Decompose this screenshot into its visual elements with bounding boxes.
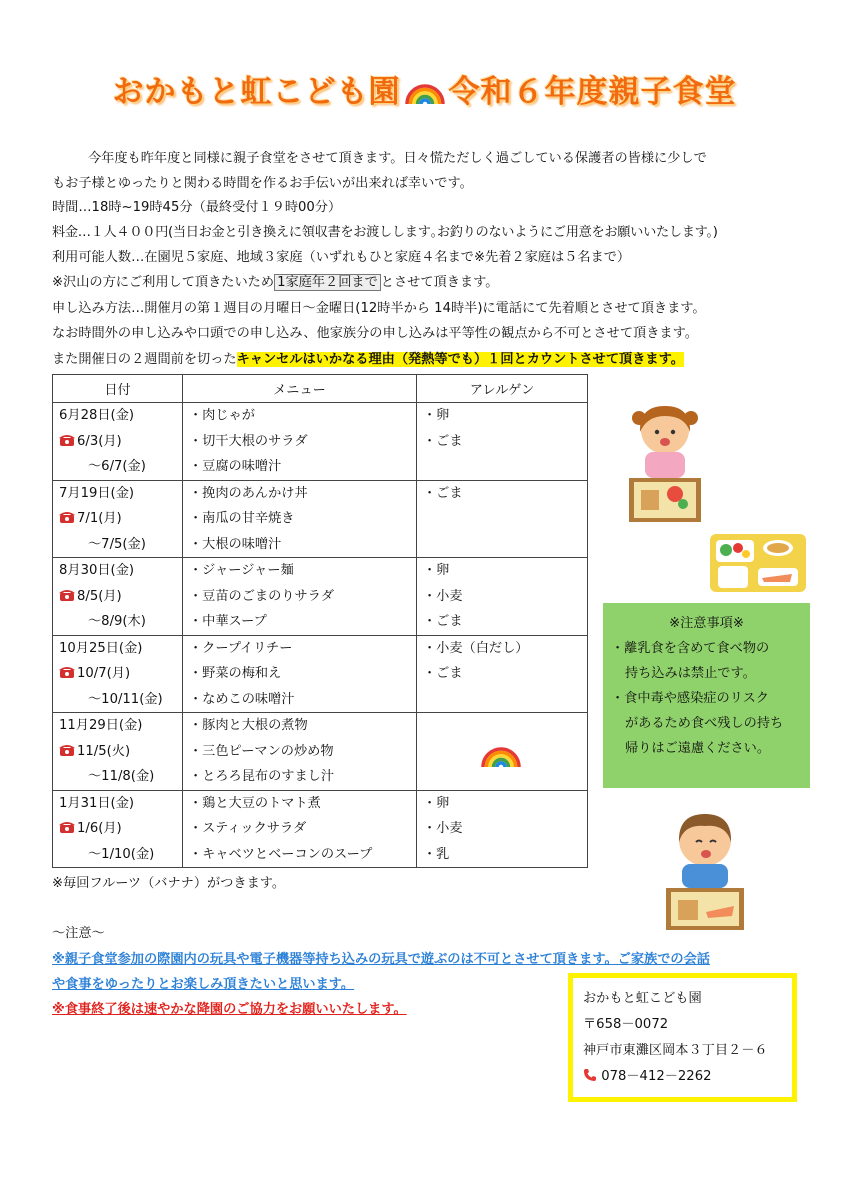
menu-cell <box>183 558 417 636</box>
cancel-highlight: キャンセルはいかなる理由（発熱等でも）１回とカウントさせて頂きます。 <box>236 352 684 367</box>
rainbow-icon <box>403 76 447 106</box>
lunch-tray-illustration <box>708 530 808 596</box>
limit-info <box>52 274 498 292</box>
intro-line-2: もお子様とゆったりと関わる時間を作るお手伝いが出来れば幸いです。 <box>52 176 473 191</box>
event-date: 8月30日(金) <box>59 563 135 578</box>
menu-cell <box>183 480 417 558</box>
caution-toys-line-1: ※親子食堂参加の際園内の玩具や電子機器等持ち込みの玩具で遊ぶのは不可とさせて頂きます。ご家族での会話 <box>52 952 710 967</box>
apply-from-text: 11/5(火) <box>77 743 131 759</box>
notes-line: ・食中毒や感染症のリスク <box>611 691 769 706</box>
time-info: 時間…18時~19時45分（最終受付１９時00分） <box>52 200 342 215</box>
allergen-cell <box>417 790 588 868</box>
contact-box <box>568 973 797 1102</box>
menu-item: ・なめこの味噌汁 <box>189 691 295 707</box>
menu-item: ・三色ピーマンの炒め物 <box>189 743 334 759</box>
menu-table <box>52 374 588 868</box>
notes-title: ※注意事項※ <box>669 616 744 631</box>
menu-item: ・キャベツとベーコンのスープ <box>189 846 373 862</box>
caution-leave-line: ※食事終了後は速やかな降園のご協力をお願いいたします。 <box>52 1002 407 1017</box>
menu-cell <box>183 403 417 481</box>
contact-postal: 〒658－0072 <box>583 1017 669 1032</box>
date-cell <box>53 713 183 791</box>
menu-item: ・挽肉のあんかけ丼 <box>189 485 308 501</box>
boy-eating-illustration <box>660 808 750 933</box>
notes-box <box>603 603 810 788</box>
allergen-cell <box>417 480 588 558</box>
allergen-item: ・卵 <box>423 563 450 578</box>
apply-to: ～11/8(金) <box>88 769 155 784</box>
menu-item: ・南瓜の甘辛焼き <box>189 511 295 526</box>
menu-item: ・豆苗のごまのりサラダ <box>189 588 334 604</box>
telephone-icon <box>59 666 75 678</box>
date-cell <box>53 480 183 558</box>
menu-item: ・豚肉と大根の煮物 <box>189 718 308 733</box>
date-cell <box>53 403 183 481</box>
apply-from-text: 6/3(月) <box>77 433 122 449</box>
menu-item: ・とろろ昆布のすまし汁 <box>189 769 335 784</box>
page-title <box>0 66 849 111</box>
telephone-icon <box>59 744 75 756</box>
event-date: 6月28日(金) <box>59 408 135 423</box>
menu-item: ・中華スープ <box>189 614 267 629</box>
allergen-item: ・ごま <box>423 485 463 501</box>
date-cell <box>53 558 183 636</box>
apply-from-text: 8/5(月) <box>77 588 122 604</box>
menu-item: ・肉じゃが <box>189 408 255 423</box>
header-menu: メニュー <box>183 375 417 403</box>
allergen-item: ・小麦 <box>423 588 463 604</box>
phone-icon <box>583 1068 597 1082</box>
cancel-prefix: また開催日の２週間前を切った <box>52 352 237 367</box>
apply-to: ～8/9(木) <box>88 614 146 629</box>
limit-boxed: 1家庭年２回まで <box>274 274 381 291</box>
allergen-item: ・卵 <box>423 408 450 423</box>
allergen-item: ・小麦（白だし） <box>423 640 529 656</box>
apply-from <box>53 584 182 610</box>
caution-toys-line-2: や食事をゆったりとお楽しみ頂きたいと思います。 <box>52 977 355 992</box>
allergen-item: ・小麦 <box>423 821 463 836</box>
table-row <box>53 635 588 713</box>
rainbow-icon <box>477 739 525 769</box>
apply-from <box>53 506 182 532</box>
allergen-item: ・ごま <box>423 666 463 681</box>
limit-prefix: ※沢山の方にご利用して頂きたいため <box>52 275 275 290</box>
apply-from-text: 7/1(月) <box>77 511 122 526</box>
apply-to: ～10/11(金) <box>88 691 163 707</box>
apply-from <box>53 429 182 455</box>
caution-heading: ～注意～ <box>52 926 105 941</box>
menu-item: ・野菜の梅和え <box>189 666 282 681</box>
menu-cell <box>183 635 417 713</box>
event-date: 11月29日(金) <box>59 718 143 733</box>
notes-line: 帰りはご遠慮ください。 <box>625 741 771 756</box>
menu-item: ・豆腐の味噌汁 <box>189 459 282 474</box>
contact-address: 神戸市東灘区岡本３丁目２－６ <box>583 1043 768 1058</box>
menu-item: ・切干大根のサラダ <box>189 433 308 449</box>
event-date: 1月31日(金) <box>59 795 135 811</box>
allergen-item: ・ごま <box>423 614 463 629</box>
fee-info: 料金…１人４００円(当日お金と引き換えに領収書をお渡しします｡お釣りのないようにご用意をお願いいたします。) <box>52 225 718 240</box>
event-date: 10月25日(金) <box>59 640 143 656</box>
apply-from-text: 10/7(月) <box>77 666 131 681</box>
header-allergen: アレルゲン <box>417 375 588 403</box>
allergen-item: ・卵 <box>423 795 450 811</box>
apply-from <box>53 661 182 687</box>
telephone-icon <box>59 434 75 446</box>
girl-eating-illustration <box>625 400 705 525</box>
menu-item: ・大根の味噌汁 <box>189 536 282 552</box>
contact-phone-row <box>583 1064 782 1090</box>
date-cell <box>53 635 183 713</box>
cancel-info <box>52 351 684 369</box>
menu-cell <box>183 713 417 791</box>
allergen-cell <box>417 635 588 713</box>
apply-from-text: 1/6(月) <box>77 821 122 836</box>
allergen-item: ・ごま <box>423 433 463 449</box>
apply-to: ～7/5(金) <box>88 536 146 552</box>
menu-item: ・クープイリチー <box>189 640 293 656</box>
menu-item: ・鶏と大豆のトマト煮 <box>189 795 321 811</box>
telephone-icon <box>59 511 75 523</box>
notes-line: があるため食べ残しの持ち <box>625 716 784 731</box>
allergen-item: ・乳 <box>423 846 450 862</box>
header-date: 日付 <box>53 375 183 403</box>
apply-to: ～1/10(金) <box>88 846 155 862</box>
apply-from <box>53 739 182 765</box>
notes-line: 持ち込みは禁止です。 <box>625 666 756 681</box>
table-row <box>53 403 588 481</box>
table-row <box>53 790 588 868</box>
telephone-icon <box>59 821 75 833</box>
table-row <box>53 480 588 558</box>
fruit-footnote: ※毎回フルーツ（バナナ）がつきます。 <box>52 876 286 891</box>
intro-line-1: 今年度も昨年度と同様に親子食堂をさせて頂きます。日々慌ただしく過ごしている保護者の皆様に少しで <box>88 151 707 166</box>
menu-cell <box>183 790 417 868</box>
apply-info: 申し込み方法…開催月の第１週目の月曜日〜金曜日(12時半から 14時半)に電話にて先着順とさせて頂きます。 <box>52 301 706 316</box>
capacity-info: 利用可能人数…在園児５家庭、地域３家庭（いずれもひと家庭４名まで※先着２家庭は５名まで） <box>52 250 631 265</box>
contact-phone: 078－412－2262 <box>601 1069 712 1084</box>
menu-item: ・ジャージャー麺 <box>189 563 294 578</box>
limit-suffix: とさせて頂きます。 <box>380 275 499 290</box>
notes-line: ・離乳食を含めて食べ物の <box>611 641 770 656</box>
menu-item: ・スティックサラダ <box>189 821 307 836</box>
apply-from <box>53 816 182 842</box>
note-info: なお時間外の申し込みや口頭での申し込み、他家族分の申し込みは平等性の観点から不可とさせて頂きます。 <box>52 326 698 341</box>
allergen-cell <box>417 403 588 481</box>
table-row <box>53 713 588 791</box>
allergen-cell <box>417 713 588 791</box>
table-row <box>53 558 588 636</box>
date-cell <box>53 790 183 868</box>
contact-name: おかもと虹こども園 <box>583 991 702 1006</box>
apply-to: ～6/7(金) <box>88 459 146 474</box>
title-event-name: 令和６年度親子食堂 <box>448 74 737 110</box>
title-school-name: おかもと虹こども園 <box>112 74 401 110</box>
event-date: 7月19日(金) <box>59 485 135 501</box>
allergen-cell <box>417 558 588 636</box>
telephone-icon <box>59 589 75 601</box>
